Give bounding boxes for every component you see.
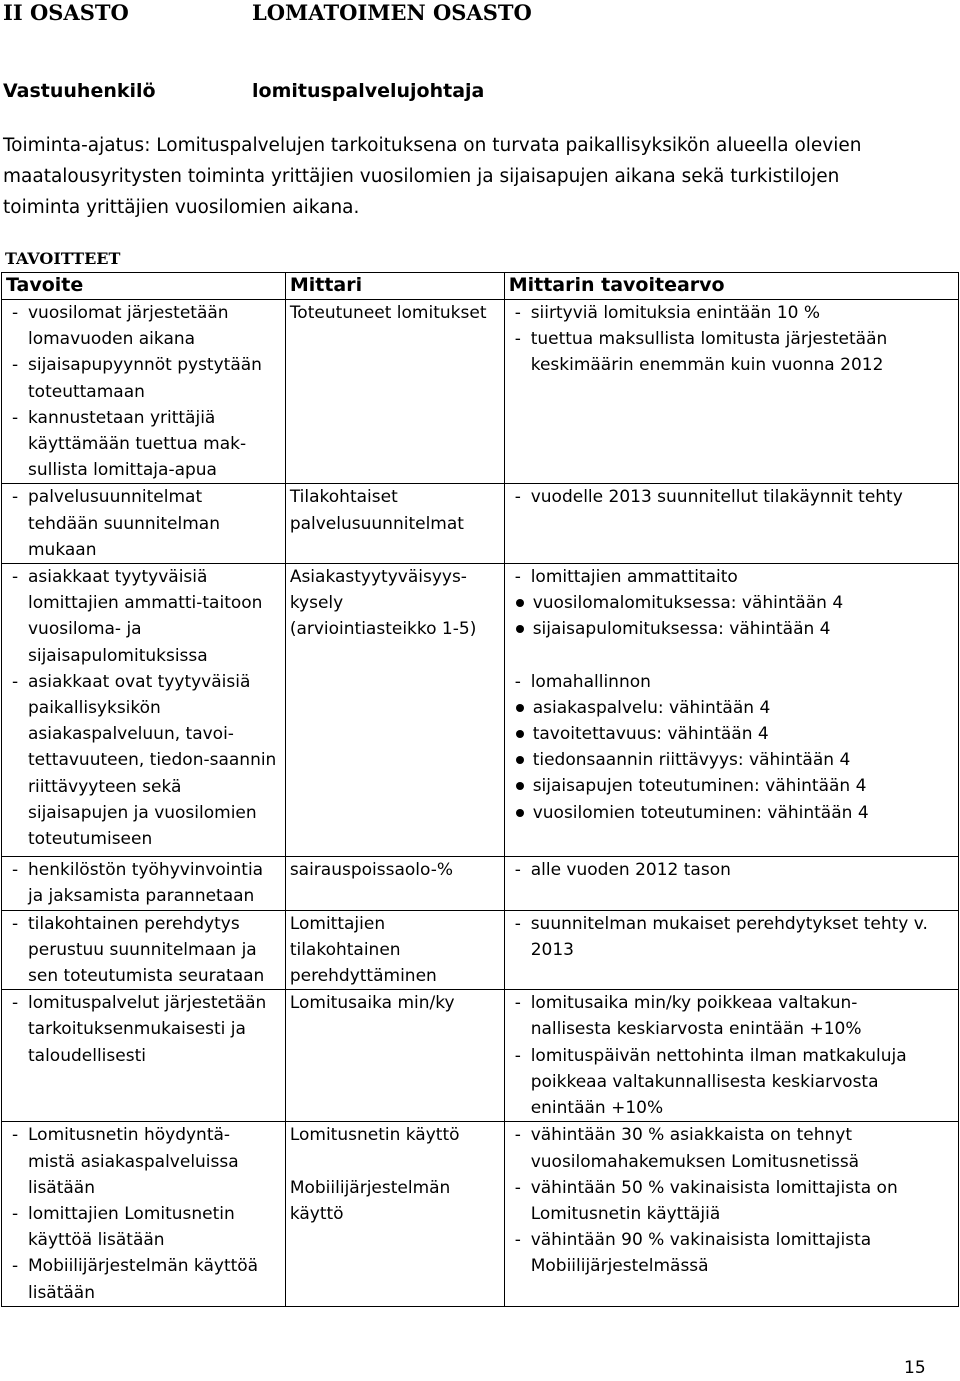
goal-item: - Lomitusnetin höydyntä- mistä asiakaspalveluissa lisätään [6,1122,281,1201]
goal-item: - vuosilomat järjestetään lomavuoden aikana [6,300,281,352]
table-row [2,484,959,564]
mission-statement [3,130,948,223]
meter-cell: Toteutuneet lomitukset [285,300,504,484]
target-item: - lomahallinnon [509,669,954,695]
goal-cell [2,300,286,484]
target-cell [504,484,958,564]
target-item: - tuettua maksullista lomitusta järjestetään keskimäärin enemmän kuin vuonna 2012 [509,326,954,378]
table-row [2,857,959,910]
goals-title: TAVOITTEET [5,249,121,268]
header-goal: Tavoite [2,273,286,300]
table-row [2,990,959,1122]
target-cell [504,990,958,1122]
goal-item: - Mobiilijärjestelmän käyttöä lisätään [6,1253,281,1305]
target-item: - suunnitelman mukaiset perehdytykset tehty v. 2013 [509,911,954,963]
target-item: - vuodelle 2013 suunnitellut tilakäynnit tehty [509,484,954,510]
goals-table [1,272,959,1307]
table-row [2,910,959,990]
bullet-icon [509,616,533,642]
target-item: - siirtyviä lomituksia enintään 10 % [509,300,954,326]
goal-cell [2,990,286,1122]
responsible-value: lomituspalvelujohtaja [252,80,485,102]
goal-item: - asiakkaat ovat tyytyväisiä paikallisyksikön asiakaspalveluun, tavoi- tettavuuteen, tiedon-saannin riittävyyteen sekä sijaisapujen ja vuosilomien toteutumiseen [6,669,281,852]
target-item: - vähintään 50 % vakinaisista lomittajista on Lomitusnetin käyttäjiä [509,1175,954,1227]
table-row [2,1122,959,1306]
goal-item: - tilakohtainen perehdytys perustuu suunnitelmaan ja sen toteutumista seurataan [6,911,281,990]
page-number: 15 [904,1358,926,1378]
target-item: - lomittajien ammattitaito [509,564,954,590]
goal-cell [2,1122,286,1306]
goal-item: - lomituspalvelut järjestetään tarkoituksenmukaisesti ja taloudellisesti [6,990,281,1069]
target-item: - vähintään 90 % vakinaisista lomittajista Mobiilijärjestelmässä [509,1227,954,1279]
target-item: - alle vuoden 2012 tason [509,857,954,883]
target-bullet: tiedonsaannin riittävyys: vähintään 4 [509,747,954,773]
goal-item: - kannustetaan yrittäjiä käyttämään tuettua mak- sullista lomittaja-apua [6,405,281,484]
target-cell [504,910,958,990]
table-row [2,564,959,857]
table-row [2,300,959,484]
target-cell [504,1122,958,1306]
goal-cell [2,484,286,564]
goal-cell [2,564,286,857]
bullet-icon [509,590,533,616]
goal-item: - lomittajien Lomitusnetin käyttöä lisätään [6,1201,281,1253]
bullet-icon [509,747,533,773]
header-meter: Mittari [285,273,504,300]
target-bullet: vuosilomien toteutuminen: vähintään 4 [509,800,954,826]
bullet-icon [509,695,533,721]
meter-cell: Tilakohtaiset palvelusuunnitelmat [285,484,504,564]
target-bullet: sijaisapulomituksessa: vähintään 4 [509,616,954,642]
bullet-icon [509,800,533,826]
target-bullet: sijaisapujen toteutuminen: vähintään 4 [509,773,954,799]
target-item: - lomituspäivän nettohinta ilman matkakuluja poikkeaa valtakunnallisesta keskiarvosta enintään +10% [509,1043,954,1122]
goal-cell [2,857,286,910]
goal-item: - henkilöstön työhyvinvointia ja jaksamista parannetaan [6,857,281,909]
target-item: - lomitusaika min/ky poikkeaa valtakun- nallisesta keskiarvosta enintään +10% [509,990,954,1042]
goal-item: - palvelusuunnitelmat tehdään suunnitelman mukaan [6,484,281,563]
header-target: Mittarin tavoitearvo [504,273,958,300]
goal-item: - sijaisapupyynnöt pystytään toteuttamaan [6,352,281,404]
mission-line: toiminta yrittäjien vuosilomien aikana. [3,197,360,218]
target-bullet: tavoitettavuus: vähintään 4 [509,721,954,747]
section-title: II OSASTO [3,0,129,25]
mission-line: Toiminta-ajatus: Lomituspalvelujen tarkoituksena on turvata paikallisyksikön alueella olevien [3,135,862,156]
department-title: LOMATOIMEN OSASTO [252,0,532,25]
meter-cell: sairauspoissaolo-% [285,857,504,910]
bullet-icon [509,773,533,799]
meter-cell: Lomitusnetin käyttö Mobiilijärjestelmän käyttö [285,1122,504,1306]
meter-cell: Lomittajien tilakohtainen perehdyttäminen [285,910,504,990]
responsible-label: Vastuuhenkilö [3,80,156,102]
bullet-icon [509,721,533,747]
target-cell [504,300,958,484]
meter-cell: Asiakastyytyväisyys- kysely (arviointiasteikko 1-5) [285,564,504,857]
mission-line: maatalousyritysten toiminta yrittäjien vuosilomien ja sijaisapujen aikana sekä turkistilojen [3,166,840,187]
target-bullet: vuosilomalomituksessa: vähintään 4 [509,590,954,616]
target-bullet: asiakaspalvelu: vähintään 4 [509,695,954,721]
goal-item: - asiakkaat tyytyväisiä lomittajien ammatti-taitoon vuosiloma- ja sijaisapulomituksissa [6,564,281,669]
target-cell [504,857,958,910]
table-header-row [2,273,959,300]
meter-cell: Lomitusaika min/ky [285,990,504,1122]
goal-cell [2,910,286,990]
target-cell [504,564,958,857]
target-item: - vähintään 30 % asiakkaista on tehnyt vuosilomahakemuksen Lomitusnetissä [509,1122,954,1174]
